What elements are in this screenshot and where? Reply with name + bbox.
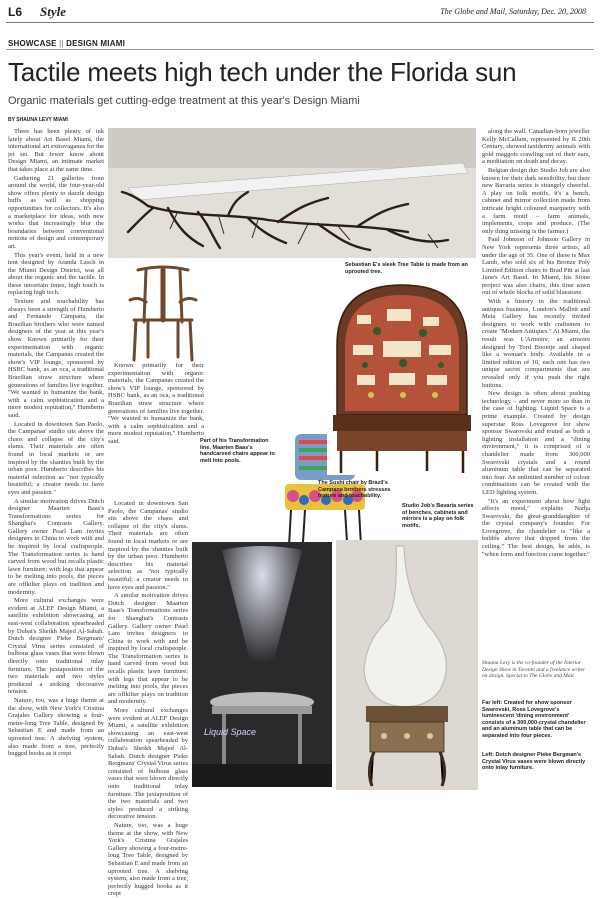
caption-tree-table: Sebastian E's sleek Tree Table is made from an uprooted tree. — [345, 262, 468, 275]
wooden-chair-photo — [108, 262, 218, 362]
paragraph: Nature, too, was a huge theme at the show, with New York's Cristina Grajales Gallery showing a four-metre-long Tree Table, designed by Sebastian E and made from an uprooted tree. A shelving system, also made from a tree, perfectly hugged books as it crept — [108, 821, 188, 898]
paragraph: Belgian design duo Studio Job are also known for their dark sensibility, but their new Bavaria series is strangely cheerful. A play on folk motifs, it's a bench, cabinet and mirror collection made from intricate bright coloured marquetry with a farm motif – farm animals, implements, crops and produce. (The only thing missing is the farmer.) — [482, 166, 590, 235]
paragraph: Nature, too, was a huge theme at the show, with New York's Cristina Grajales Gallery showing a four-metre-long Tree Table, designed by Sebastian E and made from an uprooted tree. A shelving system, also made from a tree, perfectly hugged books as it crept — [8, 696, 104, 758]
publication-line: The Globe and Mail, Saturday, Dec. 20, 2008 — [440, 7, 586, 16]
paragraph: Gathering 21 galleries from around the world, the four-year-old show offers plenty to dazzle design buffs as well as shopping opportunities for collectors. It's also a marketplace for ideas, with new works that increasingly blur the boundaries between conventional notions of design and contemporary art. — [8, 174, 104, 250]
kicker-topic: DESIGN MIAMI — [66, 39, 125, 48]
paragraph: This year's event, held in a new tent designed by Aranda Lasch in the Miami Design District, was all about the organic and the tactile. In these uncertain times, high touch is replacing high tech. — [8, 251, 104, 297]
paragraph: Paul Johnson of Johnson Gallery in New York represents three artists, all under the age of 35. One of these is Max Lamb, who sold six of his Bronze Poly Limited Edition chairs to Brad Pitt at last June's Art Basel. In Miami, his Stone project was also chairs, this time sawn out of whole blocks of solid bluestone. — [482, 236, 590, 297]
paragraph: New design is often about pushing technology – and never more so than in the case of lighting. Liquid Space is a prime example. Created by design superstar Ross Lovegrove for show sponsor Swarovski and touted as both a lighting installation and a "dining environment," it is comprised of a chandelier made from 300,000 Swarovski crystals and a round aluminum table that can be separated into four. An unlimited number of colour combinations can be created with the LED lighting system. — [482, 390, 590, 496]
caption-sushi-chair: The Sushi chair by Brazil's Campana brothers stresses texture and touchability. — [318, 480, 391, 500]
kicker-separator: || — [59, 39, 67, 48]
kicker-rule — [6, 49, 594, 50]
caption-left: Left: Dutch designer Pieke Bergman's Crystal Virus vases were blown directly onto inlay furniture. — [482, 752, 586, 772]
header-rule — [6, 22, 594, 23]
paragraph: More cultural exchanges were evident at ALEF Design Miami, a satellite exhibition showcasing an east-west collaboration spearheaded by Dubai's Sheikh Majed Al-Sabah. Dutch designer Pieke Bergmans' Crystal Virus series consisted of bulbous glass vases that were blown directly onto traditional inlay furniture. The juxtaposition of the two materials and two styles produced a striking decorative tension. — [8, 597, 104, 696]
article-column-1 — [8, 128, 104, 800]
author-bio: Shauna Levy is the co-founder of the Interior Design Show in Toronto and a freelance writer on design. Special to The Globe and Mail — [482, 660, 586, 680]
liquid-space-label: Liquid Space — [204, 727, 257, 737]
headline: Tactile meets high tech under the Florida sun — [8, 57, 517, 87]
crystal-virus-photo — [336, 540, 478, 790]
paragraph: There has been plenty of ink lately about Art Basel Miami, the international art extravaganza for the jet set. But fewer know about Design Miami, an intimate market that takes place at the same time. — [8, 128, 105, 173]
paragraph: A similar motivation drives Dutch designer Maarten Baas's Transformations series for Shanghai's Contrasts Gallery. Gallery owner Pearl Lam invites designers to China to work with and be inspired by local craftspeople. The Transformation series is hand carved from wood but recalls plastic lawn furniture; with legs that appear to be melting into pools, the pieces are offkilter plays on tradition and modernity. — [108, 592, 188, 706]
kicker-showcase: SHOWCASE — [8, 39, 57, 48]
bavaria-bench-photo — [327, 275, 477, 475]
paragraph: A similar motivation drives Dutch designer Maarten Baas's Transformations series for Shanghai's Contrasts Gallery. Gallery owner Pearl Lam invites designers to China to work with and be inspired by local craftspeople. The Transformation series is hand carved from wood but recalls plastic lawn furniture; with legs that appear to be melting into pools, the pieces are offkilter plays on tradition and modernity. — [8, 497, 104, 596]
paragraph: More cultural exchanges were evident at ALEF Design Miami, a satellite exhibition showcasing an east-west collaboration spearheaded by Dubai's Sheikh Majed Al-Sabah. Dutch designer Pieke Bergmans' Crystal Virus series consisted of bulbous glass vases that were blown directly onto traditional inlay furniture. The juxtaposition of the two materials and two styles produced a striking decorative tension. — [108, 707, 188, 821]
tree-table-photo — [108, 128, 476, 258]
article-column-4 — [482, 128, 590, 658]
byline: BY SHAUNA LEVY MIAMI — [8, 117, 68, 123]
section-name: Style — [40, 4, 66, 19]
deck: Organic materials get cutting-edge treatment at this year's Design Miami — [8, 95, 360, 107]
paragraph: With a history in the traditional antiques business, London's Mallett and Meta Gallery has recently invited designers to work with craftsmen to create "Modern Antiques." At Miami, the result was L'Armoire, an armoire designed by Tord Boontje and shaped like a woman's body. Available in a limited edition of 10, each one has two unique secret compartments that are revealed only if you push the right buttons. — [482, 298, 590, 389]
caption-bavaria: Studio Job's Bavaria series of benches, cabinets and mirrors is a play on folk motifs. — [402, 503, 474, 529]
paragraph: "It's an experiment about how light affects mood," explains Nadja Swarovski, the great-granddaughter of the crystal company's founder. For Lovegrove, the chandelier is "like a bubble above that dripped from the ceiling." The best design, he adds, is "when form and function come together." — [482, 497, 590, 558]
caption-transformation: Part of his Transformation line, Maarten Baas's handcarved chairs appear to melt into pools. — [200, 438, 275, 464]
paragraph: Located in downtown San Paolo, the Campanas' studio sits above the chaos and collapse of the city's slums. Their materials are often found in local markets or are inspired by the shanties built by the urban poor. Humberto describes his material selection as "not typically beautiful; a creator needs to have eyes and passion." — [108, 500, 188, 591]
caption-far-left: Far left: Created for show sponsor Swarovski, Ross Lovegrove's luminescent 'dining environment' consists of a 300,000-crystal chandelier and an aluminum table that can be separated into four pieces. — [482, 700, 586, 739]
paragraph: along the wall. Canadian-born jeweller Kelly McCallum, represented by R 20th Century, showed taxidermy animals with gold maggots crawling out of their ears, a meditation on death and decay. — [482, 128, 590, 166]
paragraph: Located in downtown San Paolo, the Campanas' studio sits above the chaos and collapse of the city's slums. Their materials are often found in local markets or are inspired by the shanties built by the urban poor. Humberto describes his material selection as "not typically beautiful; a creator needs to have eyes and passion." — [8, 420, 104, 496]
paragraph: Texture and touchability has always been a strength of Humberto and Fernando Campana, the Brazilian brothers who were named designers of the year at this year's show. Known primarily for their experimentation with organic materials, the Campanas created the show's VIP lounge, sponsored by HSBC bank, as an oca, a traditional Brazilian straw structure where generations of families live together. "We wanted to humanize the bank, with a calm sophistication and a more modest reputation," Humberto said. — [8, 298, 104, 419]
paragraph: Known primarily for their experimentation with organic materials, the Campanas created the show's VIP lounge, sponsored by HSBC bank, as an oca, a traditional Brazilian straw structure where generations of families live together. "We wanted to humanize the bank, with a calm sophistication and a more modest reputation," Humberto said. — [108, 362, 204, 445]
kicker — [8, 39, 125, 48]
article-column-2 — [108, 362, 204, 492]
tree-table-illustration — [108, 128, 476, 258]
article-column-2-lower — [108, 500, 188, 898]
liquid-space-photo — [192, 542, 332, 787]
page-number: L6 — [8, 5, 23, 19]
page-header — [0, 0, 600, 24]
